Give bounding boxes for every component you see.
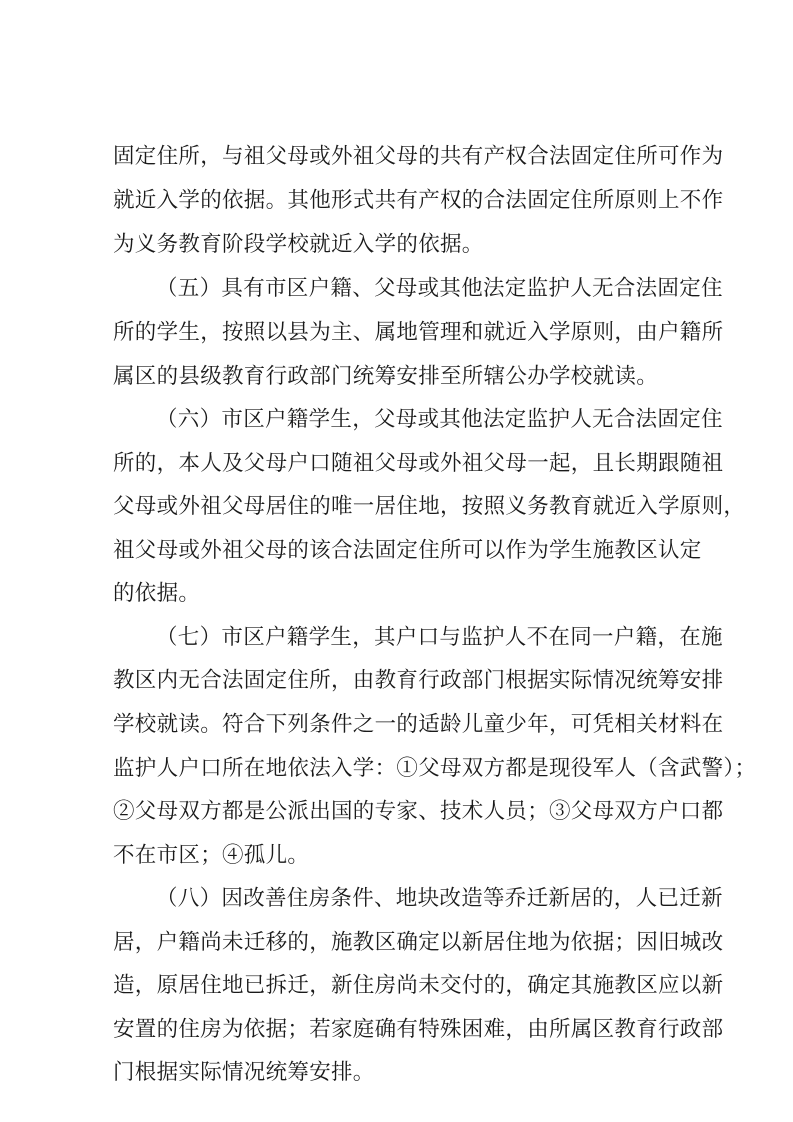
text-line: ②父母双方都是公派出国的专家、技术人员；③父母双方户口都: [113, 799, 724, 824]
text-line: 不在市区；④孤儿。: [113, 843, 310, 868]
text-line: 学校就读。符合下列条件之一的适龄儿童少年，可凭相关材料在: [113, 712, 724, 737]
text-line: 固定住所，与祖父母或外祖父母的共有产权合法固定住所可作为: [113, 144, 724, 169]
text-line: 属区的县级教育行政部门统筹安排至所辖公办学校就读。: [113, 364, 659, 389]
text-line: （八）因改善住房条件、地块改造等乔迁新居的，人已迁新: [156, 886, 723, 911]
text-line: 的依据。: [113, 581, 201, 606]
text-line: 为义务教育阶段学校就近入学的依据。: [113, 232, 484, 257]
text-line: 造，原居住地已拆迁，新住房尚未交付的，确定其施教区应以新: [113, 973, 724, 998]
text-line: 祖父母或外祖父母的该合法固定住所可以作为学生施教区认定: [113, 538, 702, 563]
text-line: （五）具有市区户籍、父母或其他法定监护人无合法固定住: [156, 276, 723, 301]
text-line: 监护人户口所在地依法入学：①父母双方都是现役军人（含武警）；: [113, 756, 757, 781]
text-line: 教区内无合法固定住所，由教育行政部门根据实际情况统筹安排: [113, 668, 724, 693]
text-line: 所的学生，按照以县为主、属地管理和就近入学原则，由户籍所: [113, 320, 724, 345]
text-line: 父母或外祖父母居住的唯一居住地，按照义务教育就近入学原则，: [113, 494, 746, 519]
text-line: 门根据实际情况统筹安排。: [113, 1060, 375, 1085]
text-line: （七）市区户籍学生，其户口与监护人不在同一户籍，在施: [156, 625, 723, 650]
text-line: 居，户籍尚未迁移的，施教区确定以新居住地为依据；因旧城改: [113, 930, 724, 955]
text-line: 就近入学的依据。其他形式共有产权的合法固定住所原则上不作: [113, 188, 724, 213]
text-line: 所的，本人及父母户口随祖父母或外祖父母一起，且长期跟随祖: [113, 451, 724, 476]
text-line: （六）市区户籍学生，父母或其他法定监护人无合法固定住: [156, 407, 723, 432]
text-line: 安置的住房为依据；若家庭确有特殊困难，由所属区教育行政部: [113, 1017, 724, 1042]
